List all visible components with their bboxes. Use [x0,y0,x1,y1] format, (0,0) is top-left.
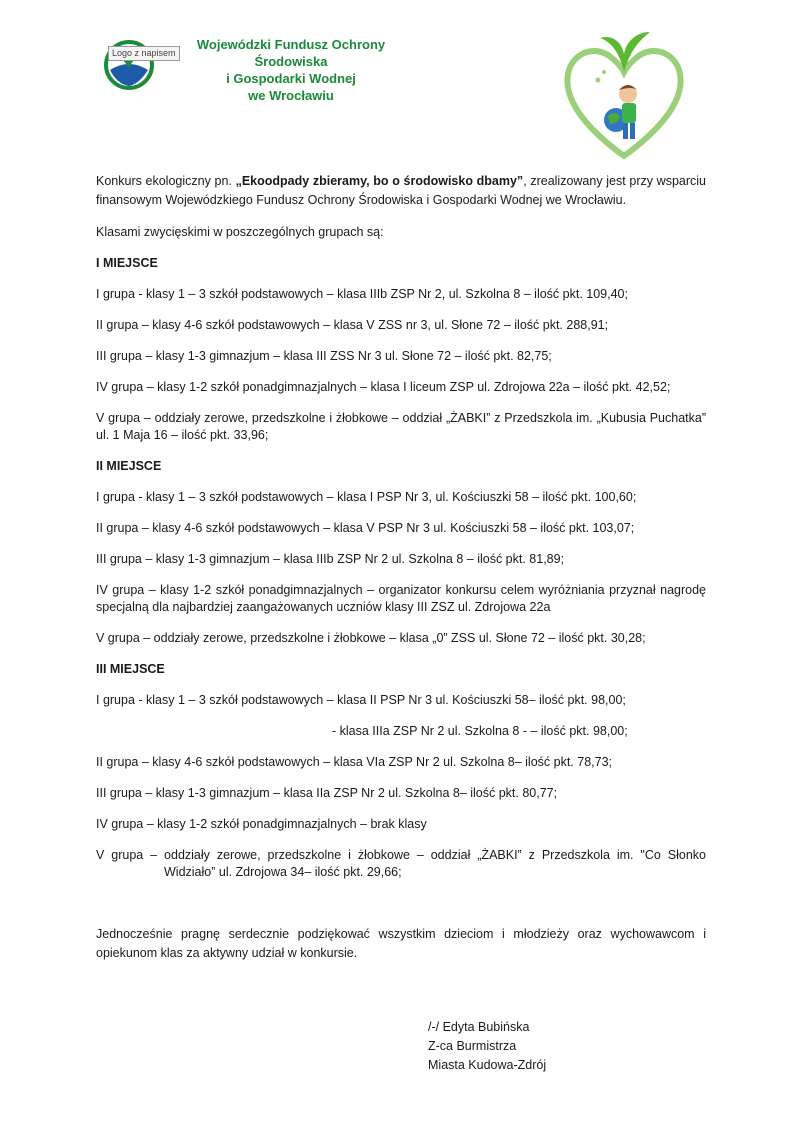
signature-name: /-/ Edyta Bubińska [428,1020,530,1034]
intro-paragraph [96,172,706,210]
intro-prefix: Konkurs ekologiczny pn. [96,174,236,188]
logo-text [166,36,416,104]
logo-caption: Logo z napisem [108,46,180,61]
result-entry: IV grupa – klasy 1-2 szkół ponadgimnazjalnych – klasa I liceum ZSP ul. Zdrojowa 22a – ilość pkt. 42,52; [96,380,671,394]
result-entry: II grupa – klasy 4-6 szkół podstawowych – klasa V ZSS nr 3, ul. Słone 72 – ilość pkt. 288,91; [96,318,609,332]
result-entry: III grupa – klasy 1-3 gimnazjum – klasa III ZSS Nr 3 ul. Słone 72 – ilość pkt. 82,75; [96,349,552,363]
wfosigw-logo [104,36,424,103]
result-entry: V grupa – oddziały zerowe, przedszkolne i żłobkowe – oddział „ŻABKI” z Przedszkola im. „Kubusia Puchatka” ul. 1 Maja 16 – ilość pkt. 33,96; [96,411,706,442]
result-entry: IV grupa – klasy 1-2 szkół ponadgimnazjalnych – brak klasy [96,817,427,831]
winners-intro: Klasami zwycięskimi w poszczególnych grupach są: [96,225,384,239]
signature-block [428,1018,546,1075]
logo-line: we Wrocławiu [248,88,334,103]
result-entry: I grupa - klasy 1 – 3 szkół podstawowych – klasa IIIb ZSP Nr 2, ul. Szkolna 8 – ilość pkt. 109,40; [96,287,628,301]
thanks-paragraph: Jednocześnie pragnę serdecznie podziękować wszystkim dzieciom i młodzieży oraz wychowawcom i opiekunom klas za aktywny udział w konkursie. [96,927,706,960]
result-entry: II grupa – klasy 4-6 szkół podstawowych – klasa V PSP Nr 3 ul. Kościuszki 58 – ilość pkt. 103,07; [96,521,635,535]
result-entry: III grupa – klasy 1-3 gimnazjum – klasa IIIb ZSP Nr 2 ul. Szkolna 8 – ilość pkt. 81,89; [96,552,565,566]
place-heading: III MIEJSCE [96,662,165,676]
eco-heart-illustration [560,24,688,164]
letterhead [0,0,800,170]
logo-line: Wojewódzki Fundusz Ochrony Środowiska [196,37,386,69]
result-entry: I grupa - klasy 1 – 3 szkół podstawowych – klasa II PSP Nr 3 ul. Kościuszki 58– ilość pkt. 98,00; [96,693,626,707]
result-entry: - klasa IIIa ZSP Nr 2 ul. Szkolna 8 - – ilość pkt. 98,00; [332,724,628,738]
intro-suffix: , zrealizowany jest przy wsparciu finansowym Wojewódzkiego Fundusz Ochrony Środowiska i Gospodarki Wodnej we Wrocławiu. [96,174,706,207]
result-entry: II grupa – klasy 4-6 szkół podstawowych – klasa VIa ZSP Nr 2 ul. Szkolna 8– ilość pkt. 78,73; [96,755,612,769]
signature-office: Miasta Kudowa-Zdrój [428,1058,547,1072]
letter-body [96,172,706,963]
contest-title: „Ekoodpady zbieramy, bo o środowisko dbamy” [235,174,524,188]
result-entry: V grupa – oddziały zerowe, przedszkolne i żłobkowe – klasa „0” ZSS ul. Słone 72 – ilość pkt. 30,28; [96,631,646,645]
result-entry: I grupa - klasy 1 – 3 szkół podstawowych – klasa I PSP Nr 3, ul. Kościuszki 58 – ilość pkt. 100,60; [96,490,637,504]
signature-role: Z-ca Burmistrza [428,1039,517,1053]
result-entry: V grupa – oddziały zerowe, przedszkolne i żłobkowe – oddział „ŻABKI” z Przedszkola im. "Co Słonko Widziało” ul. Zdrojowa 34– ilość pkt. 29,66; [96,848,706,879]
place-heading: I MIEJSCE [96,256,158,270]
place-heading: II MIEJSCE [96,459,162,473]
result-entry: III grupa – klasy 1-3 gimnazjum – klasa IIa ZSP Nr 2 ul. Szkolna 8– ilość pkt. 80,77; [96,786,558,800]
result-entry: IV grupa – klasy 1-2 szkół ponadgimnazjalnych – organizator konkursu celem wyróżniania przyznał nagrodę specjalną dla najbardziej zaangażowanych uczniów klasy III ZSZ ul. Zdrojowa 22a [96,583,706,614]
logo-line: i Gospodarki Wodnej [226,71,356,86]
